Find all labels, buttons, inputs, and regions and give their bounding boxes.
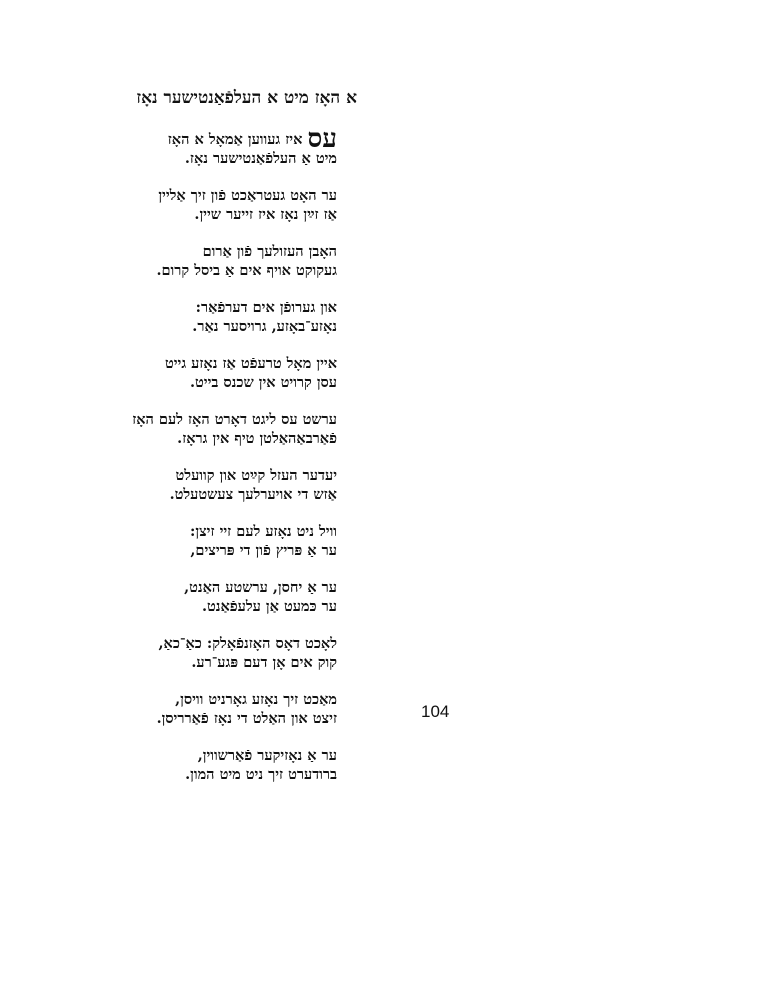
poem-line: מיט אַ העלפֿאַנטישער נאָז. — [184, 149, 337, 167]
poem-line: פֿאַרבאַהאַלטן טיף אין גראָז. — [177, 429, 337, 447]
poem-line: וויל ניט נאָזע לעם זיי זיצן: — [190, 523, 337, 540]
poem — [97, 86, 357, 803]
poem-line: איין מאָל טרעפֿט אַז נאָזע גייט — [164, 355, 337, 372]
page-number: 104 — [421, 702, 450, 721]
poem-line: אַז זײַן נאָז איז זייער שיין. — [194, 205, 337, 223]
poem-line: עסן קרויט אין שכנס בייט. — [189, 373, 337, 391]
stanza-12 — [97, 747, 337, 784]
poem-line: נאָזע־באָזע, גרויסער נאַר. — [192, 317, 337, 335]
stanza-1 — [97, 124, 337, 168]
stanza-5 — [97, 355, 337, 392]
first-line-text: איז געווען אַמאָל א האָז — [167, 131, 303, 148]
stanza-7 — [97, 467, 337, 504]
poem-line: קוק אים אָן דעם פּגע־רע. — [191, 653, 337, 671]
poem-line: ער אַ יחסן, ערשטע האַנט, — [184, 579, 337, 596]
poem-line: ער כּמעט אַן עלעפֿאַנט. — [201, 597, 337, 615]
stanza-9 — [97, 579, 337, 616]
stanza-4 — [97, 299, 337, 336]
poem-line: זיצט און האַלט די נאָז פֿאַרריסן. — [156, 709, 337, 727]
poem-line: ער האָט געטראַכט פֿון זיך אַליין — [158, 187, 337, 204]
poem-line: אַזש די אויערלעך צעשטעלט. — [169, 485, 337, 503]
stanza-2 — [97, 187, 337, 224]
poem-title: א האָז מיט א העלפֿאַנטישער נאָז — [136, 88, 357, 108]
poem-line: האָבן העזולעך פֿון אַרום — [202, 243, 337, 260]
poem-line: לאָכט דאָס האָזנפֿאָלק: כאַ־כאַ, — [158, 635, 337, 652]
poem-line: ברודערט זיך ניט מיט המון. — [185, 765, 337, 783]
stanza-10 — [97, 635, 337, 672]
poem-line — [97, 124, 337, 154]
stanza-3 — [97, 243, 337, 280]
stanza-11 — [97, 691, 337, 728]
poem-line: ערשט עס ליגט דאָרט האָז לעם האָז — [132, 411, 337, 428]
stanza-6 — [97, 411, 337, 448]
poem-line: ער אַ פּריץ פֿון די פּריצים, — [190, 541, 337, 559]
poem-line: געקוקט אויף אים אַ ביסל קרום. — [156, 261, 337, 279]
stanza-8 — [97, 523, 337, 560]
poem-line: מאַכט זיך נאָזע גאָרניט וויסן, — [175, 691, 337, 708]
poem-line: ער אַ נאָזיקער פֿאַרשווין, — [197, 747, 337, 764]
drop-cap: עס — [307, 124, 337, 154]
poem-line: און גערופֿן אים דערפֿאַר: — [195, 299, 337, 316]
poem-line: יעדער העזל קײַט און קוועלט — [175, 467, 337, 484]
